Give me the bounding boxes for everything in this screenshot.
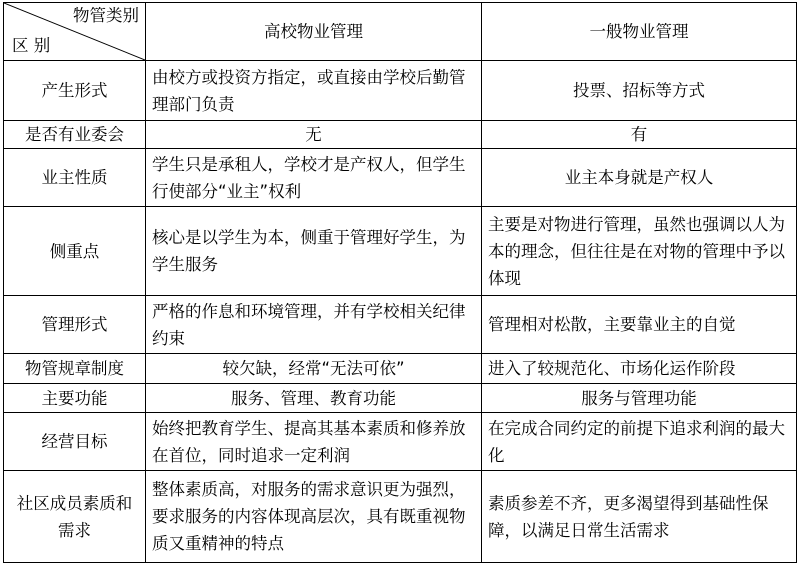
row-label: 社区成员素质和需求 (4, 471, 146, 563)
general-cell: 素质参差不齐，更多渴望得到基础性保障，以满足日常生活需求 (482, 471, 797, 563)
corner-bottom-label: 区 别 (12, 36, 51, 55)
general-cell: 有 (482, 121, 797, 149)
table-row (4, 384, 797, 413)
row-label: 业主性质 (4, 149, 146, 207)
header-row (4, 3, 797, 61)
general-cell: 服务与管理功能 (482, 384, 797, 413)
row-label: 主要功能 (4, 384, 146, 413)
general-cell: 管理相对松散，主要靠业主的自觉 (482, 296, 797, 354)
table-row (4, 61, 797, 121)
campus-cell: 核心是以学生为本，侧重于管理好学生，为学生服务 (146, 207, 482, 296)
table-row (4, 121, 797, 149)
general-cell: 进入了较规范化、市场化运作阶段 (482, 354, 797, 384)
column-header-general: 一般物业管理 (482, 3, 797, 61)
general-cell: 业主本身就是产权人 (482, 149, 797, 207)
corner-top-label: 物管类别 (73, 6, 139, 25)
campus-cell: 服务、管理、教育功能 (146, 384, 482, 413)
campus-cell: 较欠缺，经常“无法可依” (146, 354, 482, 384)
table-row (4, 207, 797, 296)
row-label: 侧重点 (4, 207, 146, 296)
row-label: 管理形式 (4, 296, 146, 354)
general-cell: 主要是对物进行管理，虽然也强调以人为本的理念，但往往是在对物的管理中予以体现 (482, 207, 797, 296)
table-row (4, 471, 797, 563)
campus-cell: 由校方或投资方指定，或直接由学校后勤管理部门负责 (146, 61, 482, 121)
row-label: 物管规章制度 (4, 354, 146, 384)
corner-header-cell (4, 3, 146, 61)
table-row (4, 149, 797, 207)
comparison-table (3, 2, 797, 563)
row-label: 经营目标 (4, 413, 146, 471)
campus-cell: 始终把教育学生、提高其基本素质和修养放在首位，同时追求一定利润 (146, 413, 482, 471)
campus-cell: 严格的作息和环境管理，并有学校相关纪律约束 (146, 296, 482, 354)
table-row (4, 354, 797, 384)
campus-cell: 学生只是承租人，学校才是产权人，但学生行使部分“业主”权利 (146, 149, 482, 207)
campus-cell: 整体素质高，对服务的需求意识更为强烈，要求服务的内容体现高层次，具有既重视物质又重精神的特点 (146, 471, 482, 563)
general-cell: 投票、招标等方式 (482, 61, 797, 121)
column-header-campus: 高校物业管理 (146, 3, 482, 61)
table-row (4, 296, 797, 354)
table-row (4, 413, 797, 471)
general-cell: 在完成合同约定的前提下追求利润的最大化 (482, 413, 797, 471)
row-label: 产生形式 (4, 61, 146, 121)
campus-cell: 无 (146, 121, 482, 149)
row-label: 是否有业委会 (4, 121, 146, 149)
